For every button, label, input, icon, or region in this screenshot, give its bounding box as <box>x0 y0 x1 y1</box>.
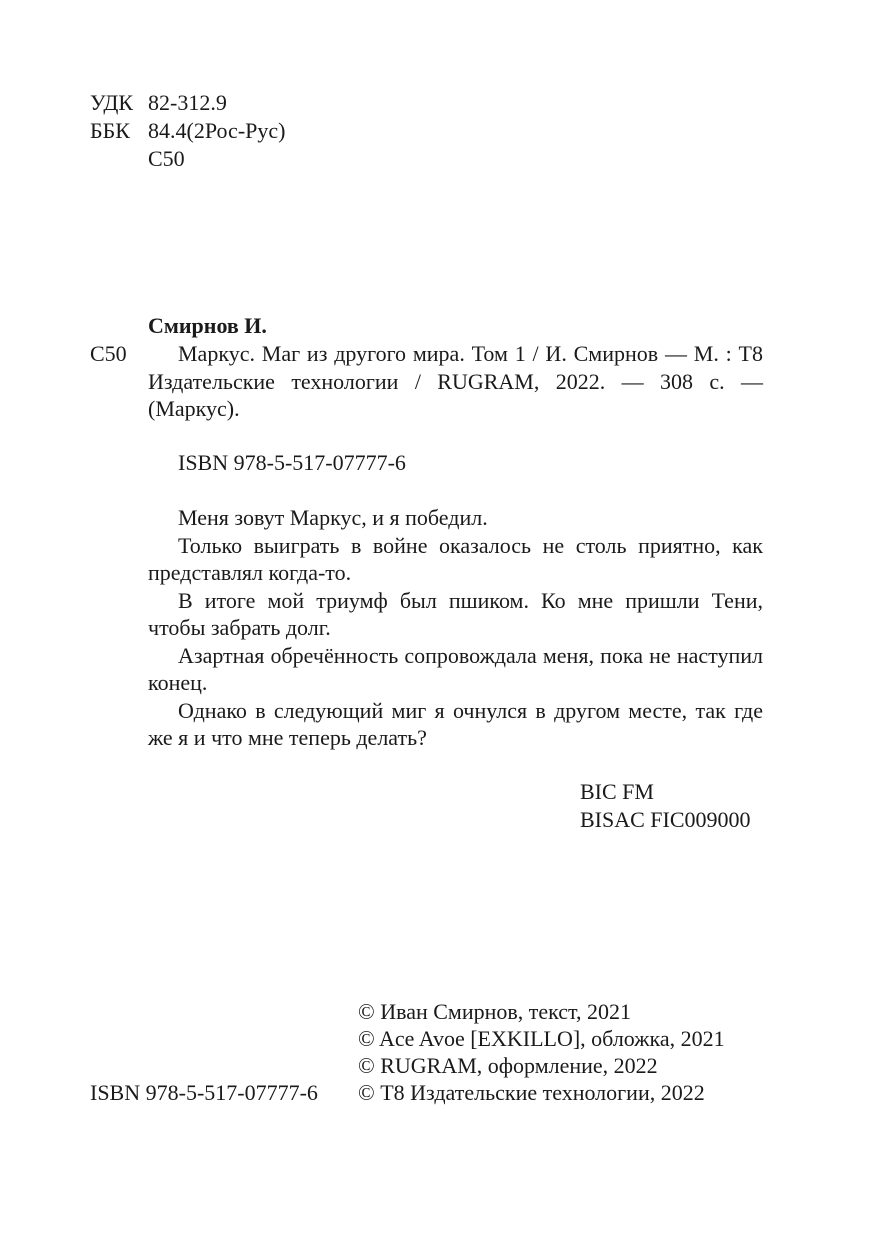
annotation <box>148 504 763 752</box>
bisac-code: BISAC FIC009000 <box>580 807 751 832</box>
author-name: Смирнов И. <box>148 313 267 338</box>
annotation-paragraph: Однако в следующий миг я очнулся в другом месте, так где же я и что мне теперь делать? <box>148 697 763 750</box>
isbn-line: ISBN 978-5-517-07777-6 <box>178 450 406 475</box>
annotation-paragraph: Меня зовут Маркус, и я победил. <box>178 505 488 530</box>
udk-label: УДК <box>90 90 134 115</box>
annotation-paragraph: В итоге мой триумф был пшиком. Ко мне пришли Тени, чтобы забрать долг. <box>148 587 763 640</box>
annotation-paragraph: Азартная обречённость сопровождала меня, пока не наступил конец. <box>148 642 763 695</box>
description-text: Маркус. Маг из другого мира. Том 1 / И. Смирнов — М. : Т8 Издательские технологии / RUGRAM, 2022. — 308 с. — (Маркус). <box>148 341 763 421</box>
copyright-line: © Ace Avoe [EXKILLO], обложка, 2021 <box>358 1026 725 1051</box>
record-mark: С50 <box>90 341 127 366</box>
annotation-paragraph: Только выиграть в войне оказалось не столь приятно, как представлял когда-то. <box>148 532 763 585</box>
footer-isbn: ISBN 978-5-517-07777-6 <box>90 1080 318 1105</box>
bibliographic-description <box>148 340 763 423</box>
bbk-label: ББК <box>90 118 130 143</box>
author-mark: С50 <box>148 146 185 171</box>
bic-code: BIC FM <box>580 779 654 804</box>
copyright-line: © Иван Смирнов, текст, 2021 <box>358 999 632 1024</box>
bbk-value: 84.4(2Рос-Рус) <box>148 118 286 143</box>
copyright-line: © Т8 Издательские технологии, 2022 <box>358 1080 705 1105</box>
udk-value: 82-312.9 <box>148 90 227 115</box>
copyright-line: © RUGRAM, оформление, 2022 <box>358 1053 658 1078</box>
